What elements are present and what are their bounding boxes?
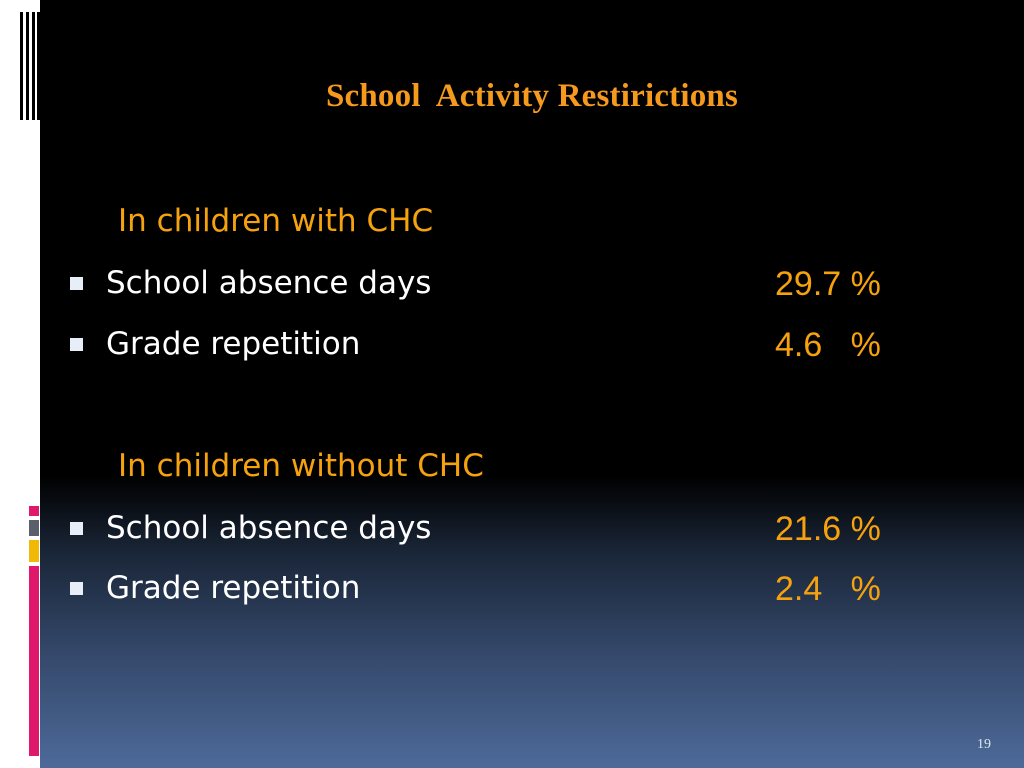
item-label: School absence days bbox=[106, 265, 432, 301]
square-bullet-icon bbox=[70, 582, 83, 595]
decorative-line bbox=[32, 12, 35, 120]
slide-title: School Activity Restirictions bbox=[325, 78, 739, 114]
square-bullet-icon bbox=[70, 522, 83, 535]
square-bullet-icon bbox=[70, 338, 83, 351]
item-value: 29.7 % bbox=[775, 265, 881, 303]
left-decorative-strip bbox=[0, 0, 40, 768]
decorative-bar-pink bbox=[29, 566, 39, 756]
group-heading-with-chc: In children with CHC bbox=[118, 203, 434, 239]
decorative-vertical-lines bbox=[20, 12, 40, 120]
list-item bbox=[70, 326, 950, 366]
list-item bbox=[70, 265, 950, 305]
decorative-line bbox=[26, 12, 29, 120]
item-value: 21.6 % bbox=[775, 510, 881, 548]
group-heading-without-chc: In children without CHC bbox=[118, 448, 484, 484]
list-item bbox=[70, 570, 950, 610]
item-label: Grade repetition bbox=[106, 570, 361, 606]
decorative-bar-yellow bbox=[29, 540, 39, 562]
list-item bbox=[70, 510, 950, 550]
item-value: 4.6 % bbox=[775, 326, 881, 364]
item-label: School absence days bbox=[106, 510, 432, 546]
item-value: 2.4 % bbox=[775, 570, 881, 608]
decorative-bar-gray bbox=[29, 520, 39, 536]
page-number: 19 bbox=[977, 737, 991, 752]
decorative-bar-pink-small bbox=[29, 506, 39, 516]
decorative-line bbox=[20, 12, 23, 120]
square-bullet-icon bbox=[70, 277, 83, 290]
item-label: Grade repetition bbox=[106, 326, 361, 362]
